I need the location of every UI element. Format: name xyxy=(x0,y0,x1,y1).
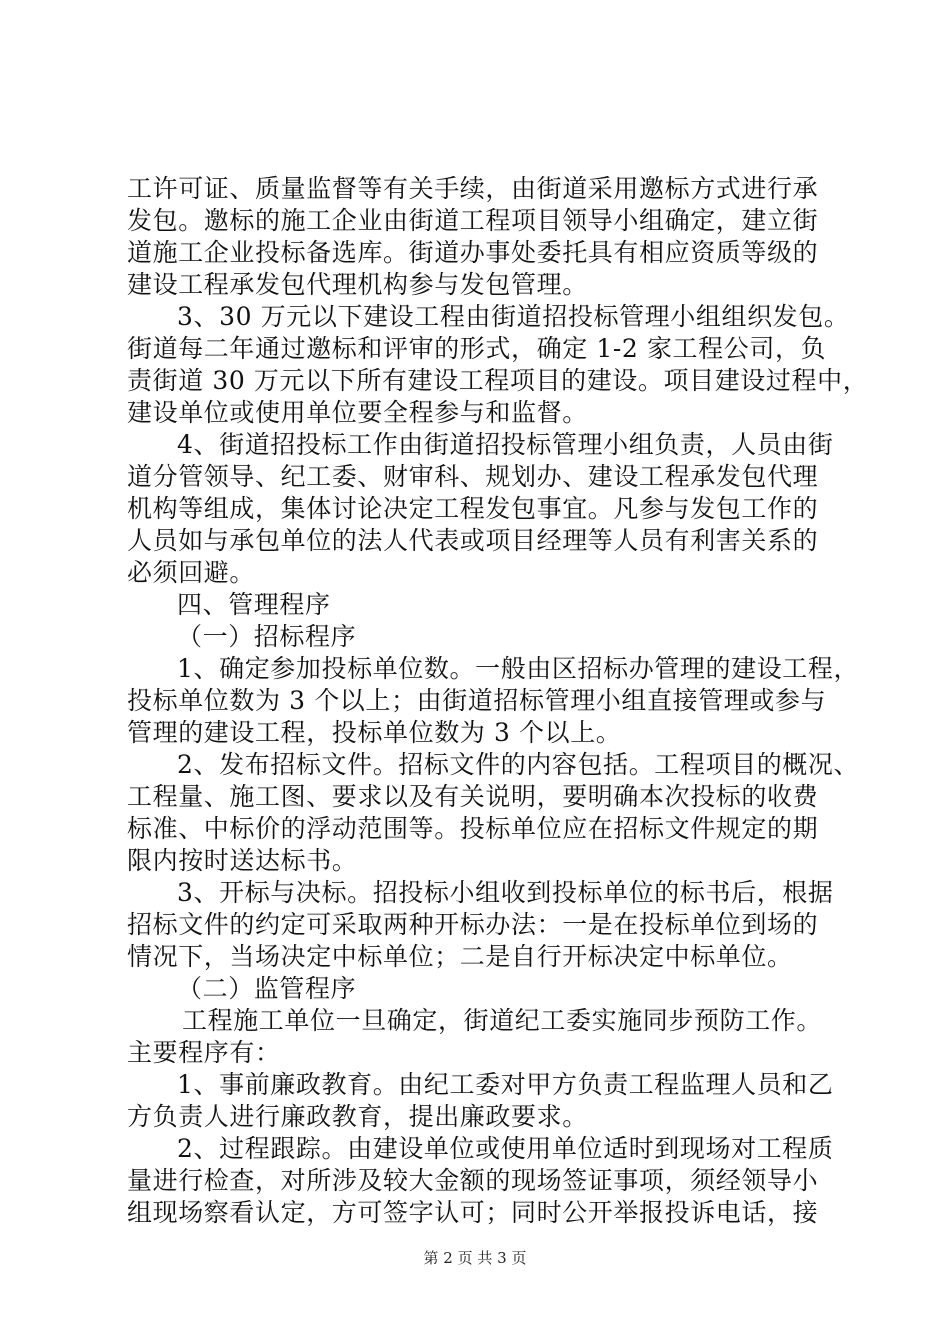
text-line: 4、街道招投标工作由街道招投标管理小组负责，人员由街 xyxy=(177,430,834,459)
text-line: 方负责人进行廉政教育，提出廉政要求。 xyxy=(127,1102,588,1131)
text-line: 投标单位数为 3 个以上；由街道招标管理小组直接管理或参与 xyxy=(127,686,827,715)
text-line: 建设工程承发包代理机构参与发包管理。 xyxy=(127,270,588,299)
text-line: 工许可证、质量监督等有关手续，由街道采用邀标方式进行承 xyxy=(127,174,819,203)
text-line: 主要程序有： xyxy=(127,1038,281,1067)
text-line: 责街道 30 万元以下所有建设工程项目的建设。项目建设过程中， xyxy=(127,366,869,395)
text-line: 必须回避。 xyxy=(127,558,256,587)
page-footer xyxy=(0,1248,950,1268)
text-line: 工程量、施工图、要求以及有关说明，要明确本次投标的收费 xyxy=(127,782,819,811)
text-line: 2、过程跟踪。由建设单位或使用单位适时到现场对工程质 xyxy=(177,1134,834,1163)
text-line: 1、事前廉政教育。由纪工委对甲方负责工程监理人员和乙 xyxy=(177,1070,834,1099)
text-line: 3、30 万元以下建设工程由街道招投标管理小组组织发包。 xyxy=(177,302,850,331)
page-number: 第 2 页 共 3 页 xyxy=(423,1249,527,1267)
text-line: 发包。邀标的施工企业由街道工程项目领导小组确定，建立街 xyxy=(127,206,819,235)
subsection-heading: （一）招标程序 xyxy=(177,622,357,651)
subsection-heading: （二）监管程序 xyxy=(177,974,357,1003)
document-body xyxy=(127,173,869,1229)
text-line: 标准、中标价的浮动范围等。投标单位应在招标文件规定的期 xyxy=(127,814,819,843)
text-line: 道分管领导、纪工委、财审科、规划办、建设工程承发包代理 xyxy=(127,462,819,491)
text-line: 限内按时送达标书。 xyxy=(127,846,358,875)
text-line: 机构等组成，集体讨论决定工程发包事宜。凡参与发包工作的 xyxy=(127,494,819,523)
text-line: 组现场察看认定，方可签字认可；同时公开举报投诉电话，接 xyxy=(127,1198,819,1227)
text-line: 1、确定参加投标单位数。一般由区招标办管理的建设工程， xyxy=(177,654,860,683)
text-line: 建设单位或使用单位要全程参与和监督。 xyxy=(127,398,588,427)
text-line: 管理的建设工程，投标单位数为 3 个以上。 xyxy=(127,718,622,747)
text-line: 招标文件的约定可采取两种开标办法：一是在投标单位到场的 xyxy=(127,910,819,939)
text-line: 道施工企业投标备选库。街道办事处委托具有相应资质等级的 xyxy=(127,238,819,267)
text-line: 量进行检查，对所涉及较大金额的现场签证事项，须经领导小 xyxy=(127,1166,819,1195)
text-line: 工程施工单位一旦确定，街道纪工委实施同步预防工作。 xyxy=(182,1006,823,1035)
text-line: 3、开标与决标。招投标小组收到投标单位的标书后，根据 xyxy=(177,878,834,907)
text-line: 人员如与承包单位的法人代表或项目经理等人员有利害关系的 xyxy=(127,526,819,555)
text-line: 街道每二年通过邀标和评审的形式，确定 1-2 家工程公司，负 xyxy=(127,334,827,363)
text-line: 2、发布招标文件。招标文件的内容包括。工程项目的概况、 xyxy=(177,750,860,779)
text-line: 情况下，当场决定中标单位；二是自行开标决定中标单位。 xyxy=(127,942,793,971)
section-heading: 四、管理程序 xyxy=(177,590,331,619)
